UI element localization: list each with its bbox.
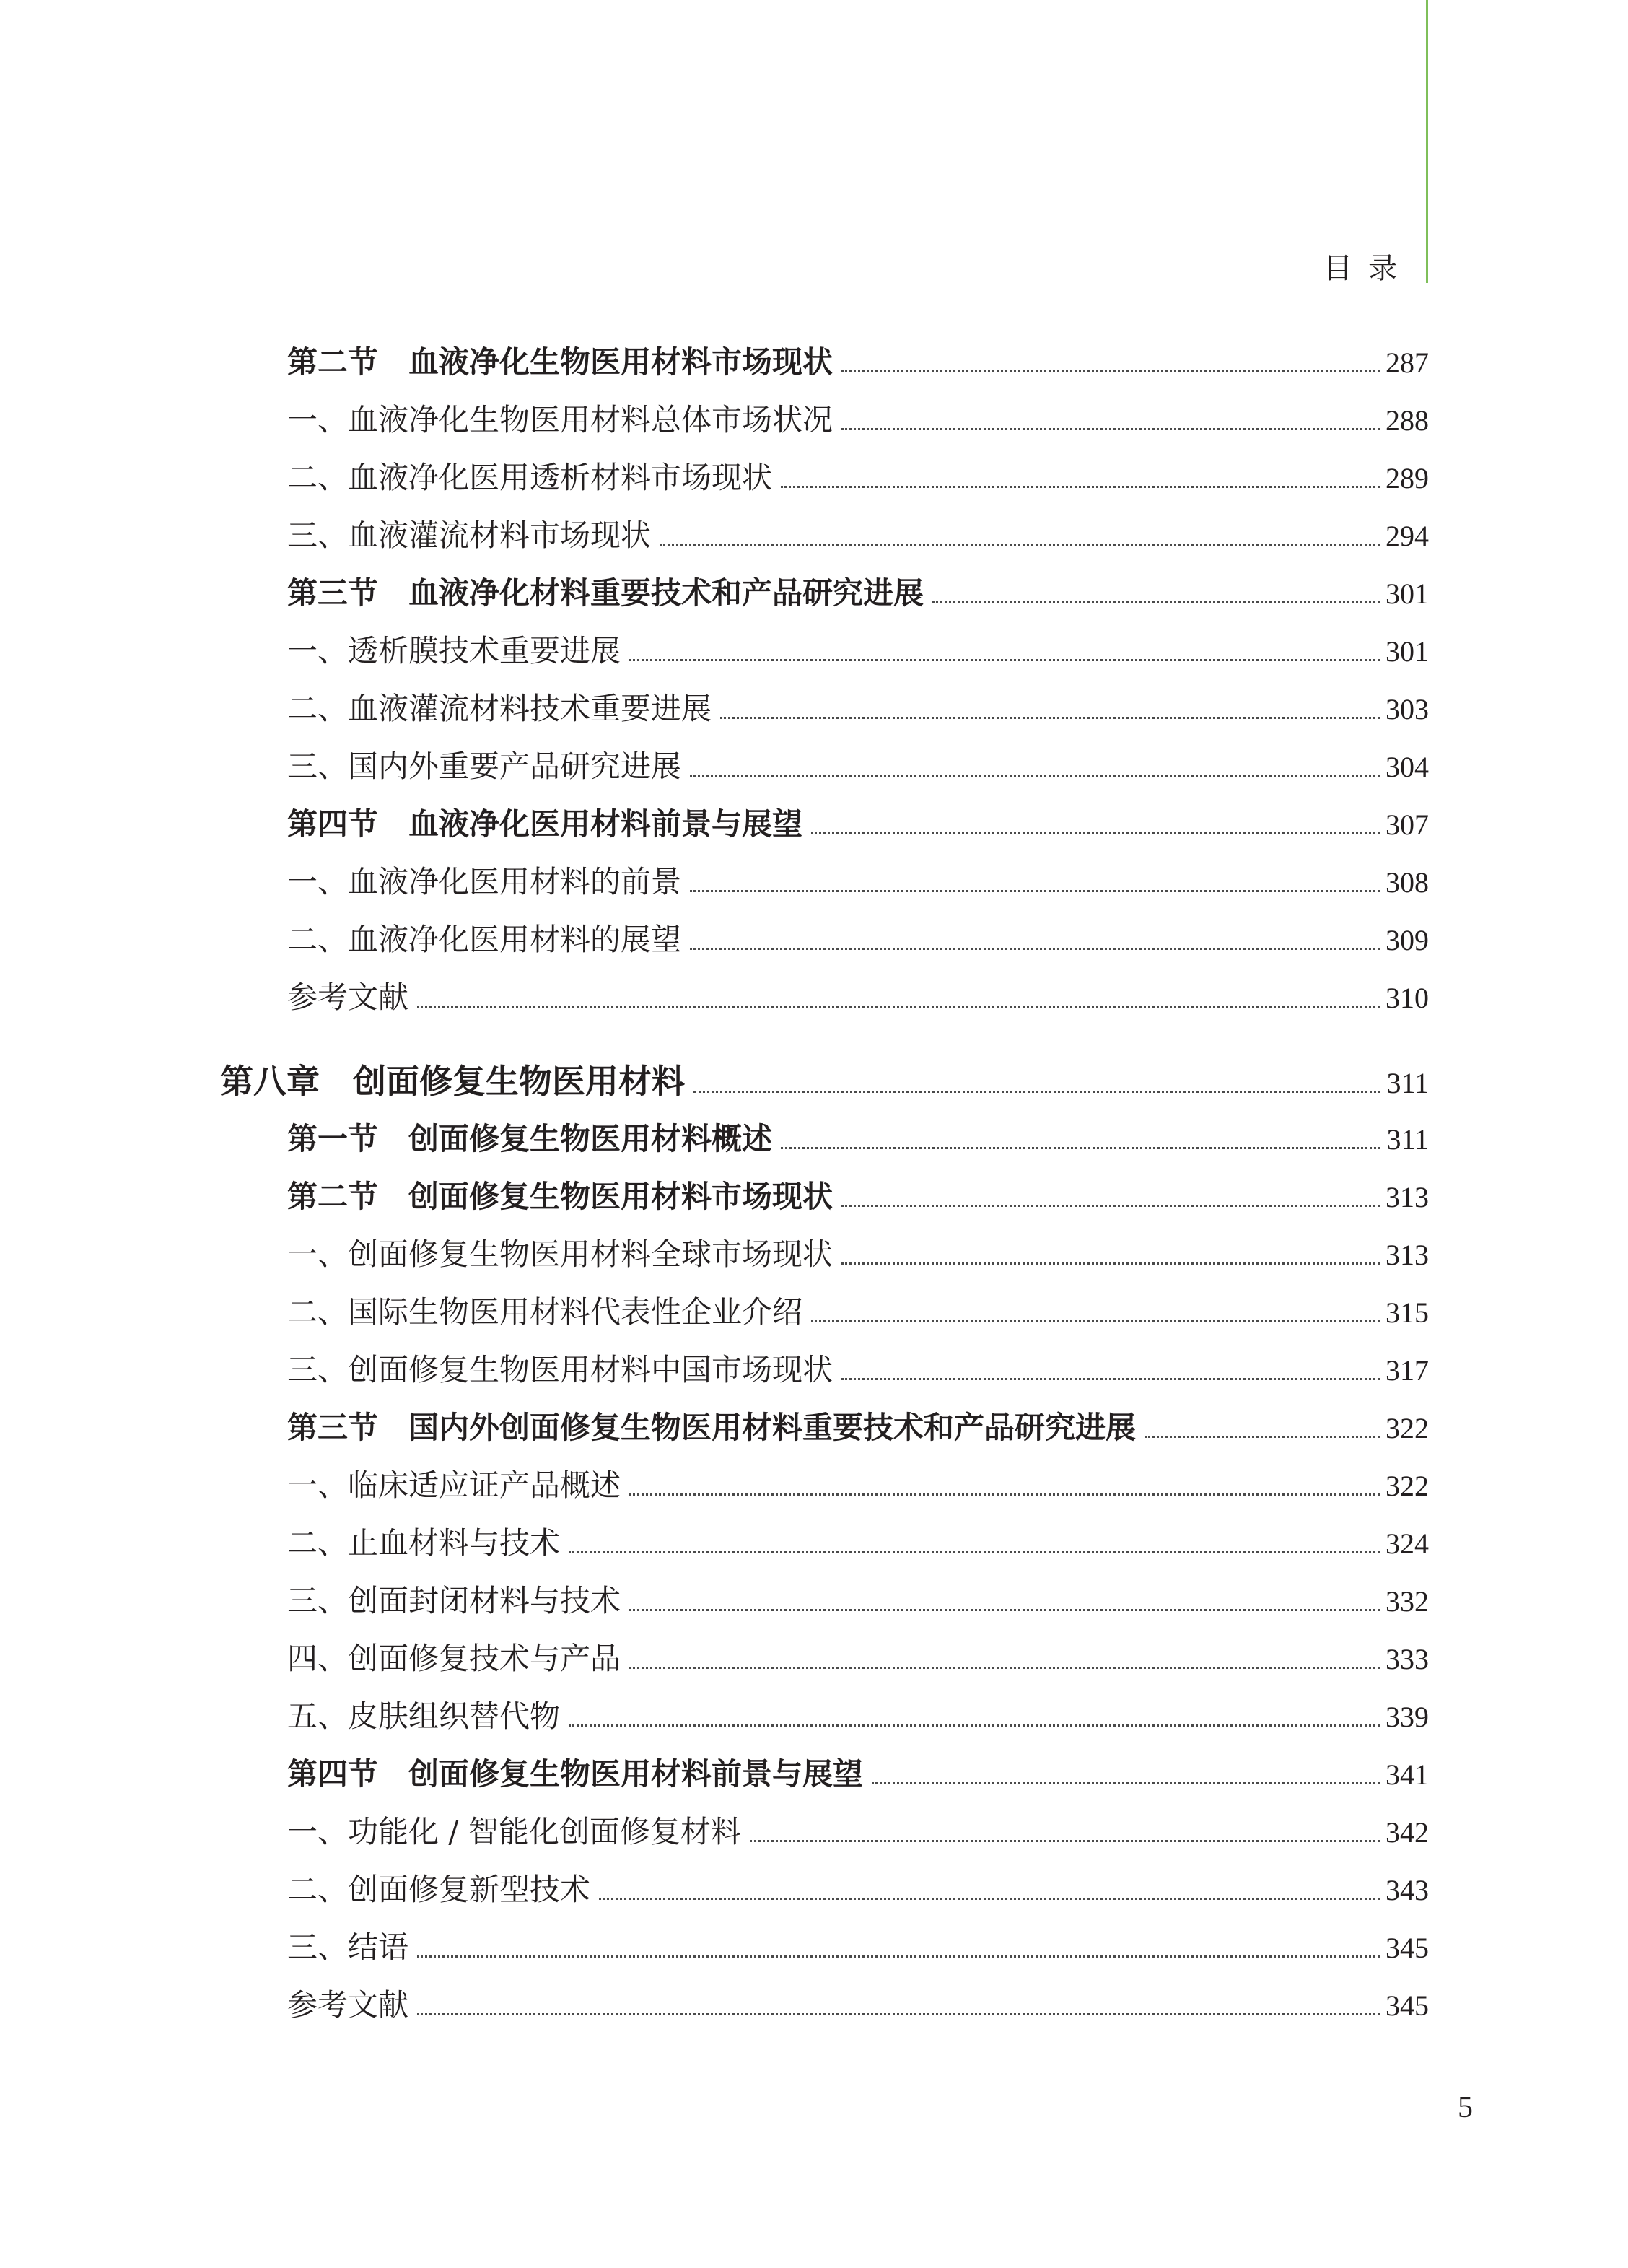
- toc-item-row[interactable]: [287, 743, 1429, 790]
- toc-entry-title: 一、临床适应证产品概述: [287, 1467, 621, 1503]
- toc-item-row[interactable]: [287, 1347, 1429, 1393]
- toc-item-row[interactable]: [287, 1867, 1429, 1913]
- toc-section-row[interactable]: [287, 1405, 1429, 1451]
- toc-entry-title: 第二节 血液净化生物医用材料市场现状: [287, 344, 833, 380]
- toc-entry-page: 289: [1386, 462, 1429, 494]
- toc-section-row[interactable]: [287, 339, 1429, 385]
- toc-item-row[interactable]: [287, 1982, 1429, 2028]
- toc-entry-title: 第四节 创面修复生物医用材料前景与展望: [287, 1756, 864, 1792]
- toc-entry-page: 313: [1386, 1181, 1429, 1213]
- toc-entry-title: 三、结语: [287, 1929, 409, 1965]
- toc-entry-title: 第三节 血液净化材料重要技术和产品研究进展: [287, 575, 924, 611]
- toc-entry-title: 一、血液净化生物医用材料总体市场状况: [287, 402, 833, 437]
- toc-section-row[interactable]: [287, 801, 1429, 847]
- toc-item-row[interactable]: [287, 974, 1429, 1021]
- toc-chapter-row[interactable]: [220, 1058, 1429, 1104]
- toc-entry-title: 三、血液灌流材料市场现状: [287, 518, 652, 553]
- toc-entry-page: 303: [1386, 693, 1429, 725]
- dot-leader: [569, 1724, 1380, 1727]
- toc-entry-page: 310: [1386, 982, 1429, 1014]
- toc-entry-page: 307: [1386, 808, 1429, 841]
- toc-entry-page: 343: [1386, 1874, 1429, 1906]
- dot-leader: [629, 659, 1380, 661]
- toc-entry-page: 313: [1386, 1239, 1429, 1271]
- toc-entry-title: 第二节 创面修复生物医用材料市场现状: [287, 1179, 833, 1214]
- toc-entry-title: 四、创面修复技术与产品: [287, 1641, 621, 1676]
- toc-entry-title: 第四节 血液净化医用材料前景与展望: [287, 806, 803, 842]
- running-header: 目录: [1323, 252, 1413, 285]
- toc-entry-title: 三、国内外重要产品研究进展: [287, 749, 682, 784]
- toc-entry-page: 332: [1386, 1585, 1429, 1618]
- dot-leader: [660, 544, 1380, 546]
- dot-leader: [417, 2013, 1380, 2015]
- toc-entry-title: 三、创面修复生物医用材料中国市场现状: [287, 1352, 833, 1387]
- toc-item-row[interactable]: [287, 1693, 1429, 1740]
- dot-leader: [629, 1493, 1380, 1496]
- dot-leader: [932, 601, 1380, 603]
- toc-item-row[interactable]: [287, 1231, 1429, 1278]
- toc-entry-page: 304: [1386, 751, 1429, 783]
- dot-leader: [811, 1320, 1380, 1322]
- toc-item-row[interactable]: [287, 1289, 1429, 1335]
- toc-entry-page: 341: [1386, 1758, 1429, 1791]
- dot-leader: [569, 1551, 1380, 1553]
- toc-entry-title: 第八章 创面修复生物医用材料: [220, 1062, 685, 1101]
- toc-item-row[interactable]: [287, 513, 1429, 559]
- toc-entry-page: 339: [1386, 1701, 1429, 1733]
- toc-entry-title: 一、创面修复生物医用材料全球市场现状: [287, 1237, 833, 1272]
- toc-entry-title: 第三节 国内外创面修复生物医用材料重要技术和产品研究进展: [287, 1410, 1137, 1445]
- toc-entry-title: 二、止血材料与技术: [287, 1525, 561, 1561]
- dot-leader: [690, 775, 1380, 777]
- toc-entry-page: 311: [1386, 1123, 1429, 1156]
- page-number: 5: [1458, 2091, 1473, 2124]
- toc-item-row[interactable]: [287, 686, 1429, 732]
- toc-entry-title: 参考文献: [287, 980, 409, 1015]
- dot-leader: [781, 1147, 1380, 1149]
- dot-leader: [417, 1006, 1380, 1008]
- toc-item-row[interactable]: [287, 1809, 1429, 1855]
- toc-item-row[interactable]: [287, 1462, 1429, 1509]
- header-green-rule: [1426, 0, 1428, 283]
- toc-entry-page: 317: [1386, 1354, 1429, 1387]
- toc-entry-title: 二、血液净化医用材料的展望: [287, 922, 682, 957]
- dot-leader: [720, 717, 1380, 719]
- dot-leader: [690, 890, 1380, 892]
- dot-leader: [599, 1898, 1380, 1900]
- toc-entry-title: 二、创面修复新型技术: [287, 1872, 591, 1907]
- toc-entry-page: 322: [1386, 1470, 1429, 1502]
- dot-leader: [629, 1667, 1380, 1669]
- toc-section-row[interactable]: [287, 1751, 1429, 1797]
- toc-entry-page: 324: [1386, 1527, 1429, 1560]
- dot-leader: [841, 370, 1380, 372]
- dot-leader: [841, 1378, 1380, 1380]
- toc-entry-page: 333: [1386, 1643, 1429, 1675]
- toc-entry-title: 二、血液灌流材料技术重要进展: [287, 691, 712, 726]
- toc-entry-page: 315: [1386, 1296, 1429, 1329]
- toc-entry-title: 二、国际生物医用材料代表性企业介绍: [287, 1294, 803, 1330]
- toc-entry-page: 311: [1386, 1067, 1429, 1099]
- toc-section-row[interactable]: [287, 1116, 1429, 1162]
- toc-entry-title: 一、功能化 / 智能化创面修复材料: [287, 1814, 741, 1849]
- toc-item-row[interactable]: [287, 628, 1429, 674]
- toc-entry-page: 345: [1386, 1989, 1429, 2022]
- toc-entry-page: 345: [1386, 1932, 1429, 1964]
- dot-leader: [872, 1782, 1380, 1784]
- toc-entry-page: 322: [1386, 1412, 1429, 1444]
- toc-entry-title: 参考文献: [287, 1987, 409, 2023]
- dot-leader: [811, 832, 1380, 834]
- toc-entry-title: 二、血液净化医用透析材料市场现状: [287, 460, 773, 495]
- toc-item-row[interactable]: [287, 1636, 1429, 1682]
- toc-entry-page: 342: [1386, 1816, 1429, 1849]
- toc-entry-page: 301: [1386, 577, 1429, 610]
- dot-leader: [841, 428, 1380, 430]
- dot-leader: [1145, 1436, 1380, 1438]
- toc-item-row[interactable]: [287, 1924, 1429, 1971]
- dot-leader: [750, 1840, 1380, 1842]
- toc-entry-title: 第一节 创面修复生物医用材料概述: [287, 1121, 773, 1156]
- toc-section-row[interactable]: [287, 570, 1429, 616]
- toc-item-row[interactable]: [287, 917, 1429, 963]
- toc-entry-title: 三、创面封闭材料与技术: [287, 1583, 621, 1618]
- toc-entry-title: 五、皮肤组织替代物: [287, 1698, 561, 1734]
- toc-entry-page: 309: [1386, 924, 1429, 956]
- toc-entry-page: 288: [1386, 404, 1429, 437]
- toc-item-row[interactable]: [287, 859, 1429, 905]
- toc-item-row[interactable]: [287, 455, 1429, 501]
- dot-leader: [841, 1205, 1380, 1207]
- dot-leader: [841, 1262, 1380, 1265]
- toc-entry-title: 一、血液净化医用材料的前景: [287, 864, 682, 899]
- toc-item-row[interactable]: [287, 1520, 1429, 1566]
- dot-leader: [781, 486, 1380, 488]
- toc-entry-page: 287: [1386, 346, 1429, 379]
- toc-entry-page: 308: [1386, 866, 1429, 899]
- toc-entry-page: 294: [1386, 520, 1429, 552]
- toc-section-row[interactable]: [287, 1174, 1429, 1220]
- toc-entry-page: 301: [1386, 635, 1429, 668]
- dot-leader: [629, 1609, 1380, 1611]
- dot-leader: [690, 948, 1380, 950]
- toc-entry-title: 一、透析膜技术重要进展: [287, 633, 621, 668]
- dot-leader: [693, 1091, 1380, 1093]
- dot-leader: [417, 1955, 1380, 1958]
- toc-item-row[interactable]: [287, 397, 1429, 443]
- toc-item-row[interactable]: [287, 1578, 1429, 1624]
